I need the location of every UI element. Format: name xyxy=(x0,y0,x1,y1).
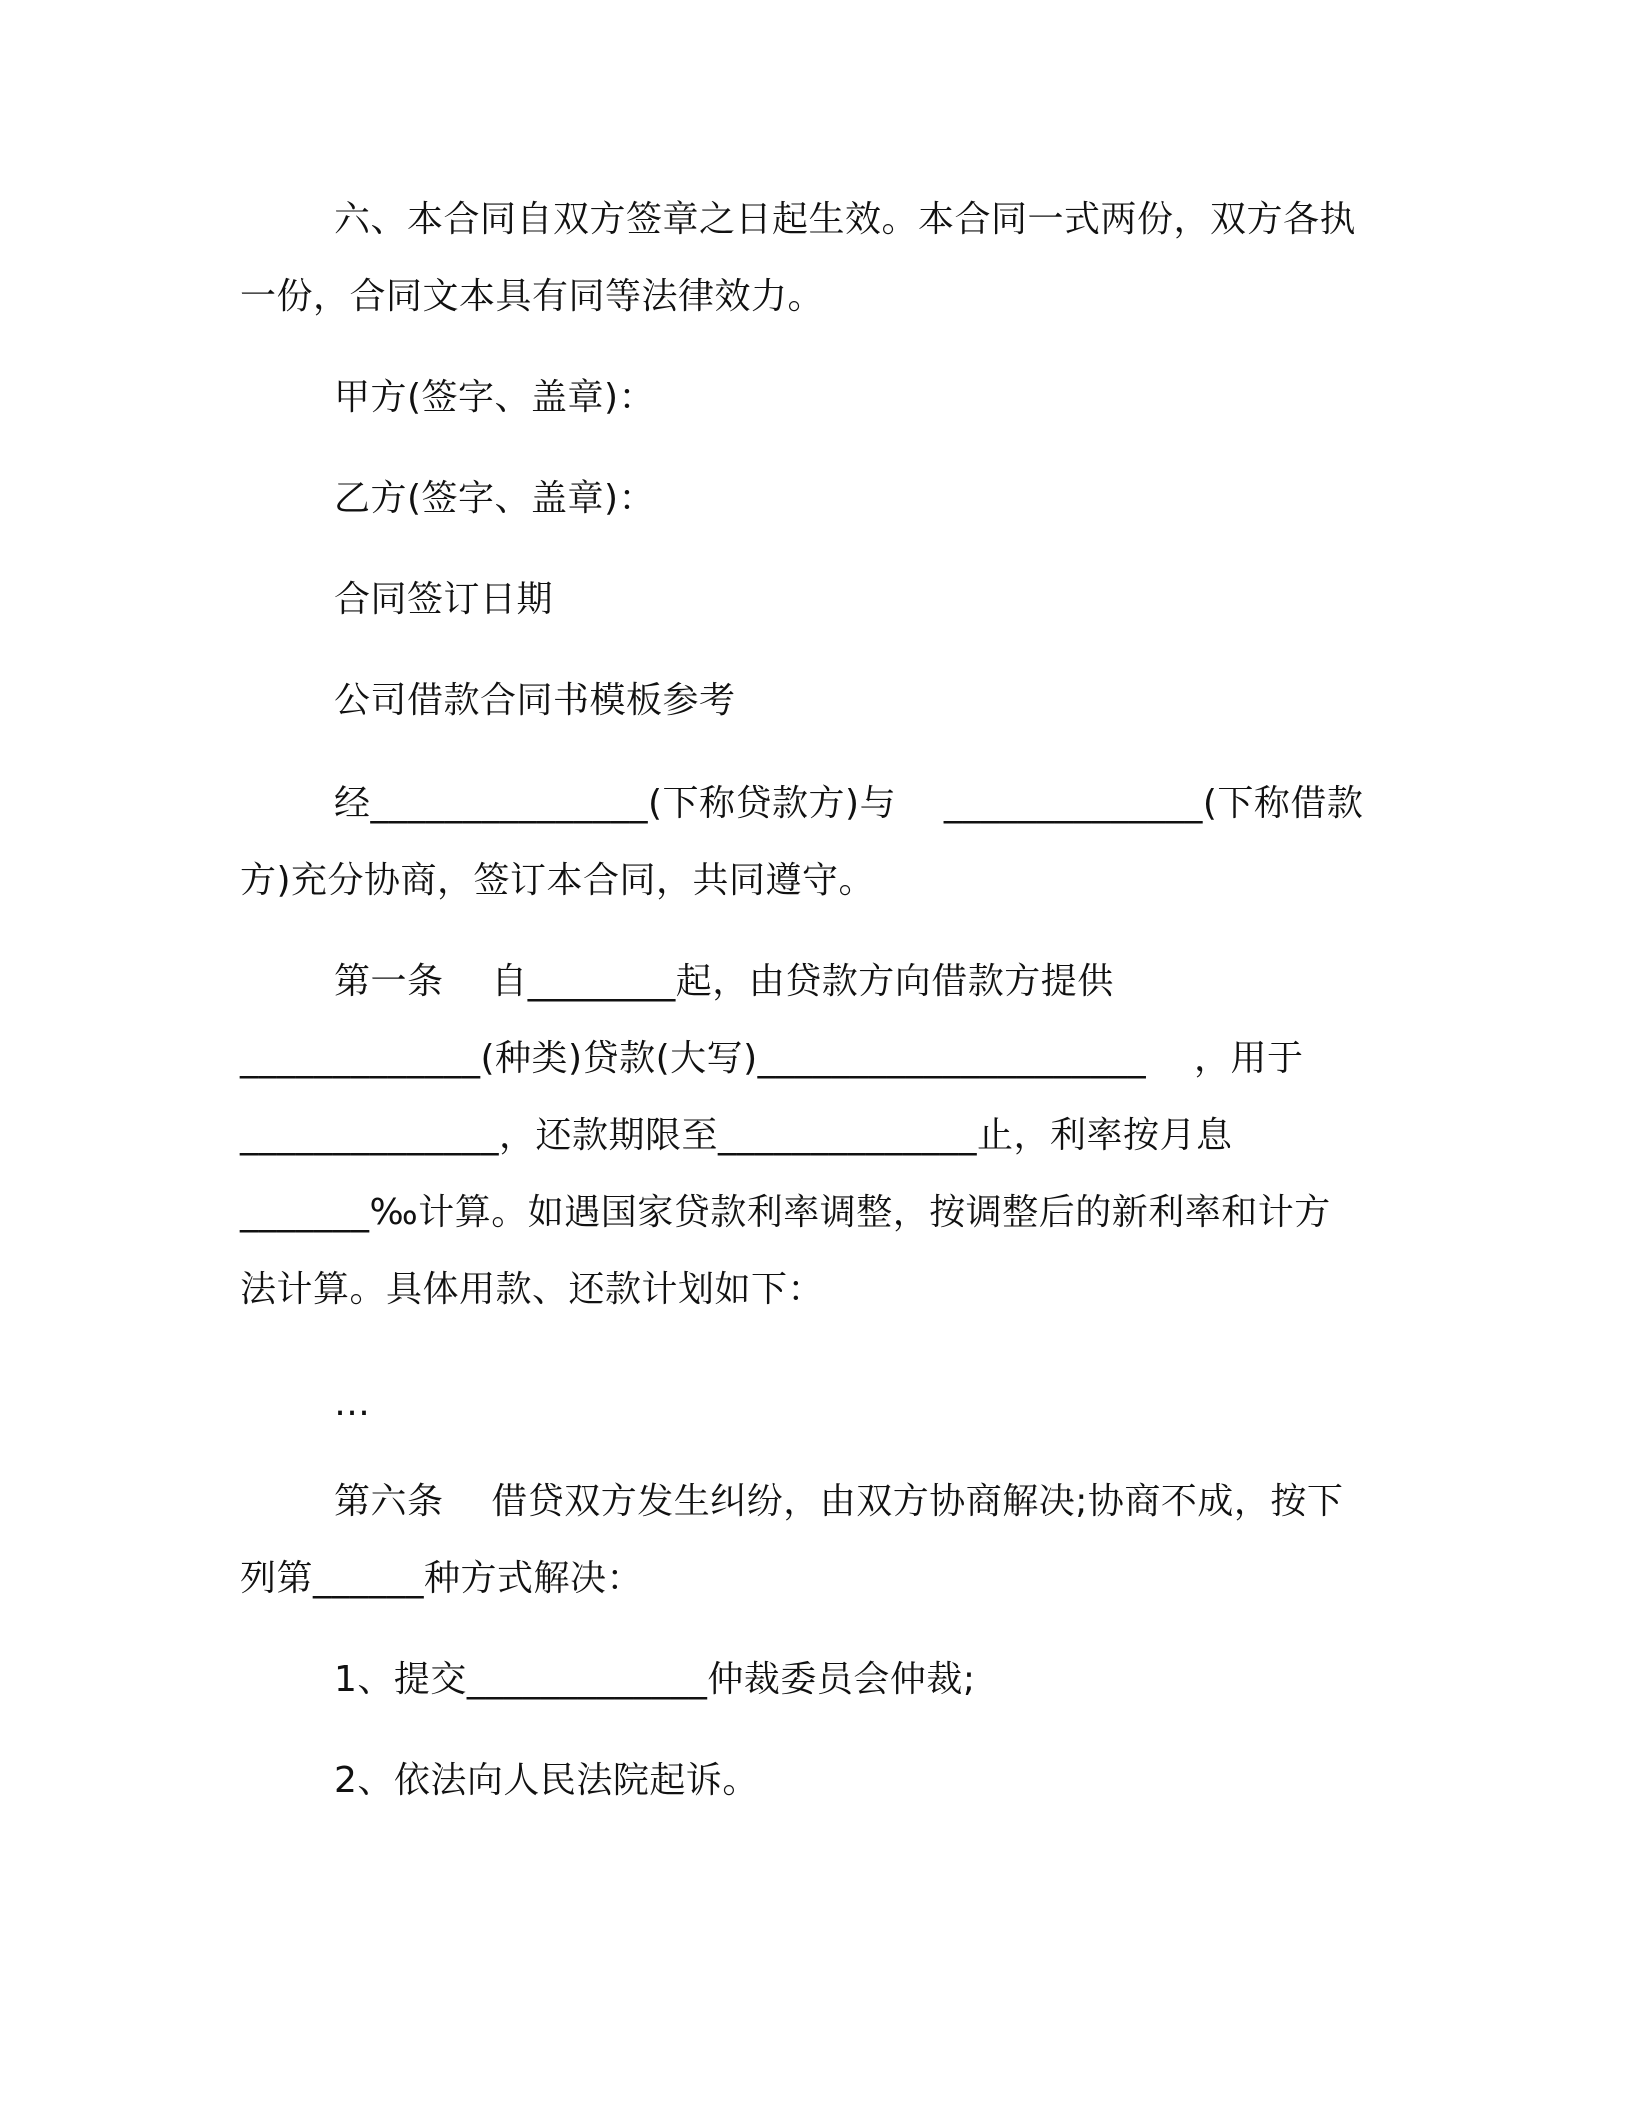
article-one-line-1: 第一条 自________起，由贷款方向借款方提供 xyxy=(334,961,1114,1002)
article-six-line-1: 第六条 借贷双方发生纠纷，由双方协商解决;协商不成，按下 xyxy=(334,1481,1344,1522)
court-option-line: 2、依法向人民法院起诉。 xyxy=(334,1760,759,1801)
template-title: 公司借款合同书模板参考 xyxy=(334,680,736,721)
article-one-line-5: 法计算。具体用款、还款计划如下： xyxy=(240,1269,825,1310)
party-b-signature-line: 乙方(签字、盖章)： xyxy=(334,478,656,519)
arbitration-option-line: 1、提交_____________仲裁委员会仲裁; xyxy=(334,1659,976,1700)
clause-six-line-1: 六、本合同自双方签章之日起生效。本合同一式两份，双方各执 xyxy=(334,199,1357,240)
clause-six-line-2: 一份，合同文本具有同等法律效力。 xyxy=(240,276,825,317)
party-a-signature-line: 甲方(签字、盖章)： xyxy=(334,377,656,418)
contract-date-line: 合同签订日期 xyxy=(334,579,554,620)
article-six-line-2: 列第______种方式解决： xyxy=(240,1558,644,1599)
intro-line-1: 经_______________(下称贷款方)与 ______________(下称借款 xyxy=(334,783,1364,824)
ellipsis-line: … xyxy=(334,1383,371,1424)
article-one-line-2: _____________(种类)贷款(大写)_____________________ ，用于 xyxy=(240,1038,1304,1079)
article-one-line-3: ______________，还款期限至______________止，利率按月息 xyxy=(240,1115,1233,1156)
article-one-line-4: _______‰计算。如遇国家贷款利率调整，按调整后的新利率和计方 xyxy=(240,1192,1331,1233)
intro-line-2: 方)充分协商，签订本合同，共同遵守。 xyxy=(240,860,876,901)
